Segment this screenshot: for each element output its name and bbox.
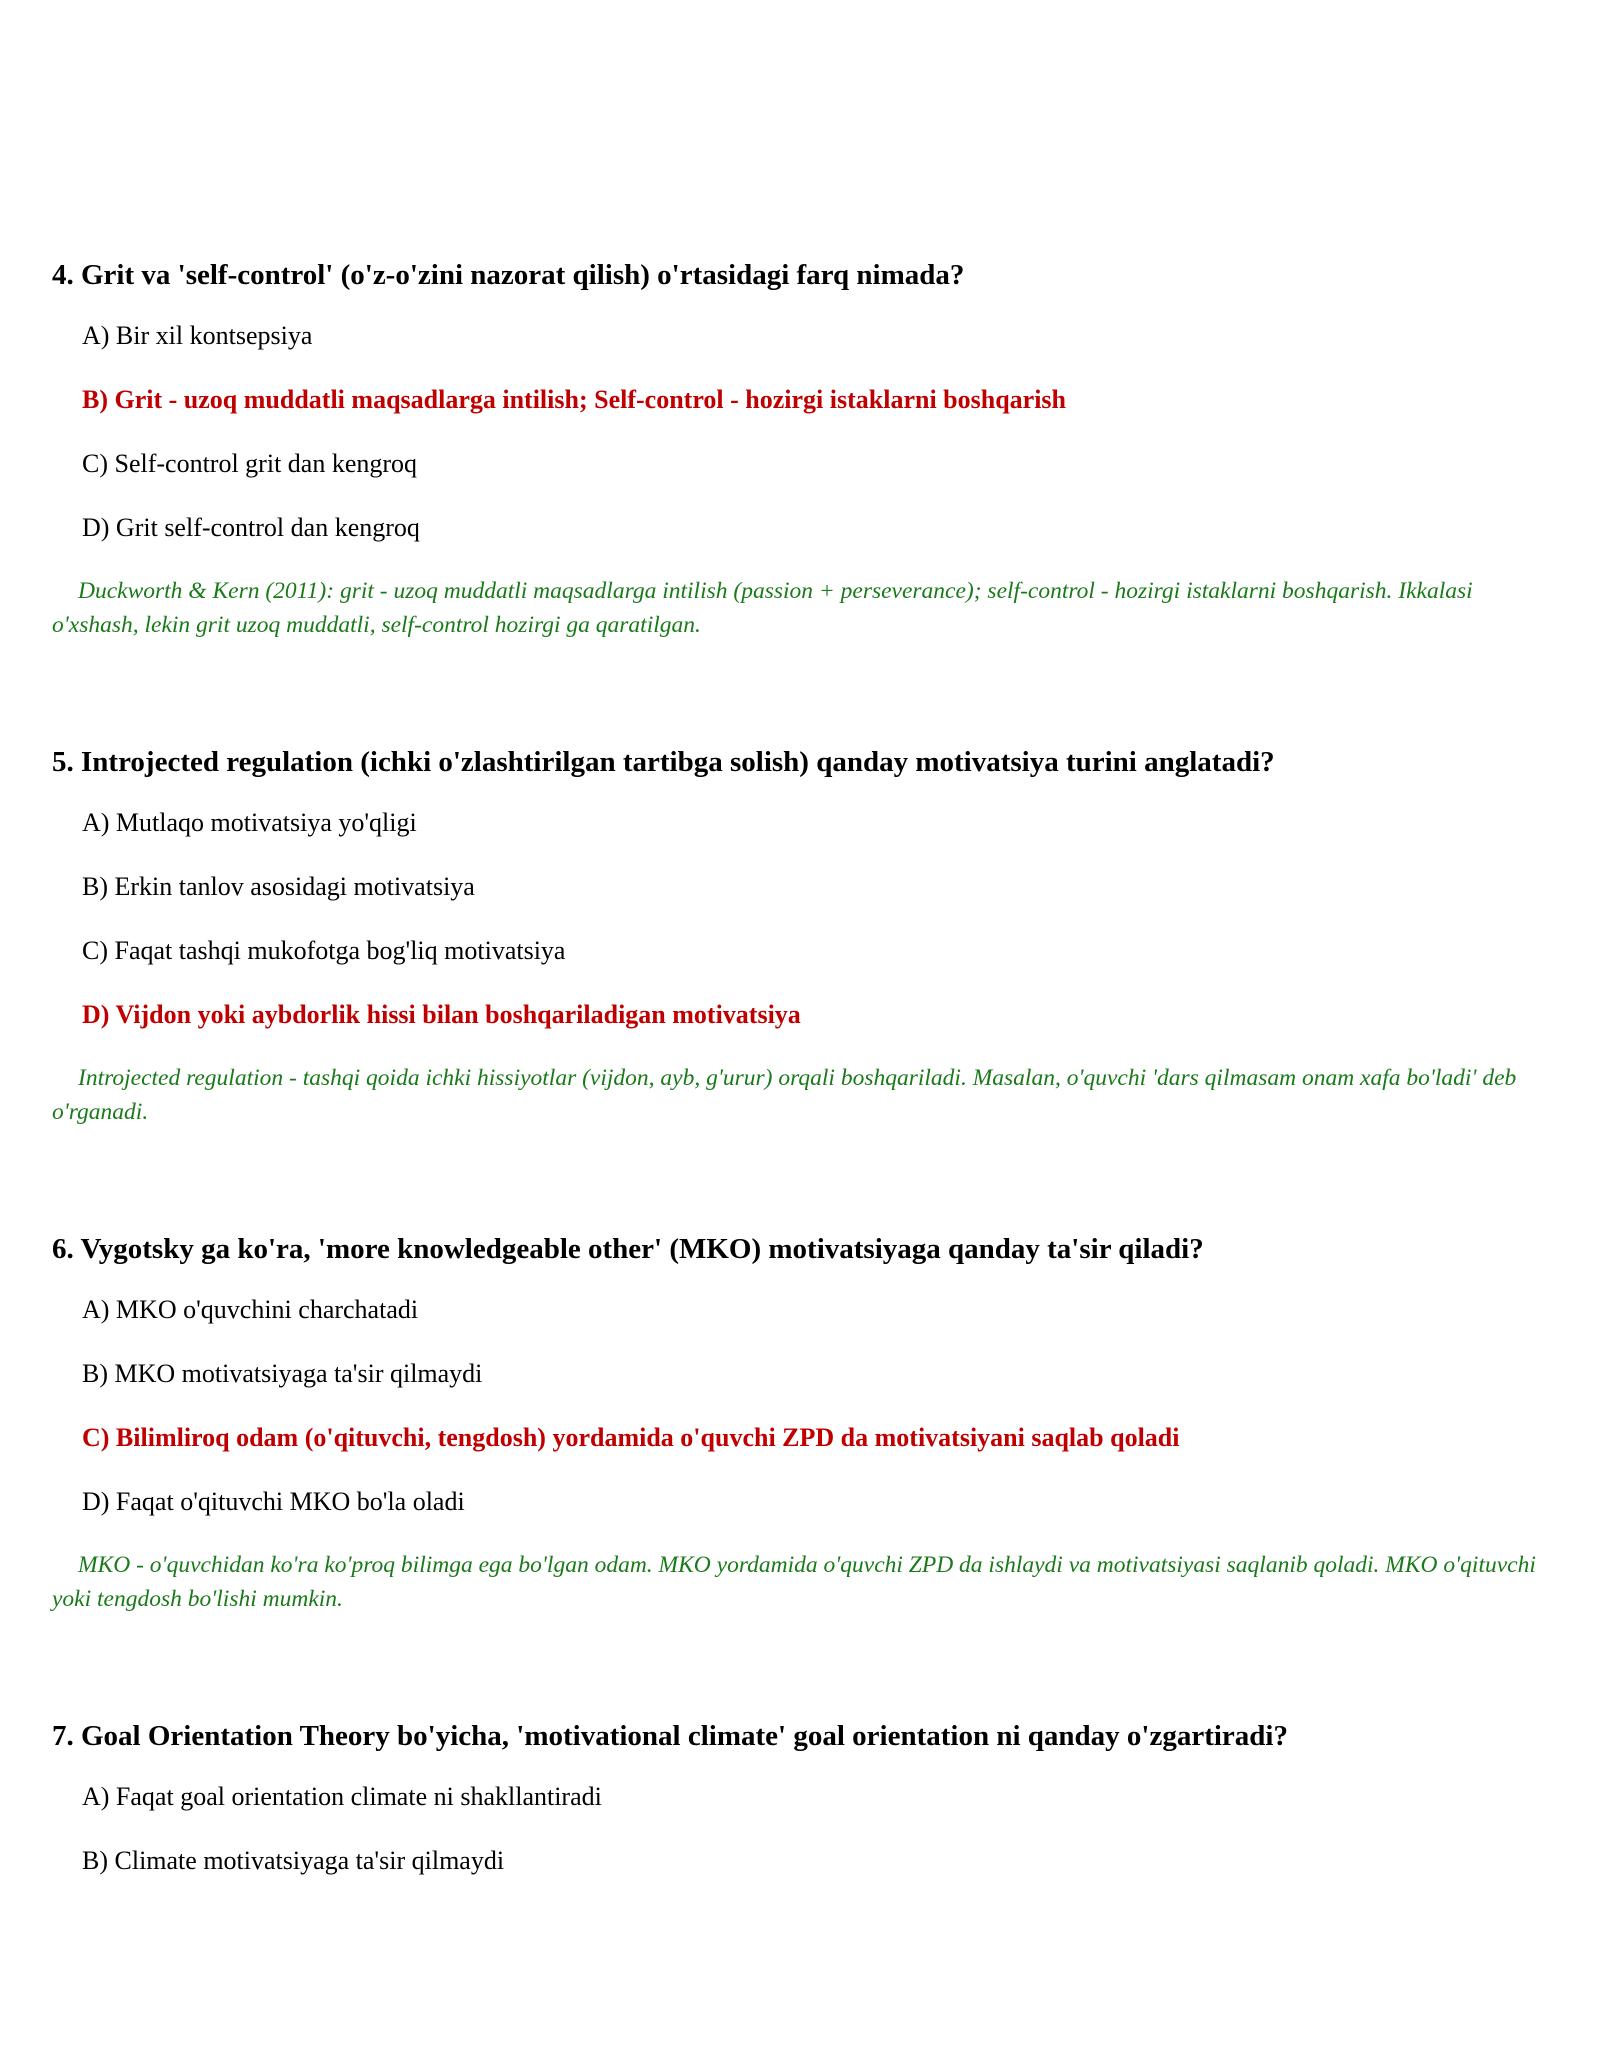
question-title: 5. Introjected regulation (ichki o'zlashtirilgan tartibga solish) qanday motivatsiya turini anglatadi? (52, 746, 1275, 778)
option-d-correct: D) Vijdon yoki aybdorlik hissi bilan boshqariladigan motivatsiya (82, 1000, 801, 1029)
question-7 (52, 1719, 1552, 1875)
option-b-correct: B) Grit - uzoq muddatli maqsadlarga intilish; Self-control - hozirgi istaklarni boshqarish (82, 385, 1067, 414)
option-a: A) MKO o'quvchini charchatadi (82, 1295, 419, 1324)
option-b: B) MKO motivatsiyaga ta'sir qilmaydi (82, 1359, 483, 1388)
option-c: C) Faqat tashqi mukofotga bog'liq motivatsiya (82, 936, 566, 965)
option-c-correct: C) Bilimliroq odam (o'qituvchi, tengdosh) yordamida o'quvchi ZPD da motivatsiyani saqlab qoladi (82, 1423, 1180, 1452)
option-a: A) Faqat goal orientation climate ni shakllantiradi (82, 1782, 602, 1811)
explanation: MKO - o'quvchidan ko'ra ko'proq bilimga ega bo'lgan odam. MKO yordamida o'quvchi ZPD da ishlaydi va motivatsiyasi saqlanib qoladi. MKO o'qituvchi yoki tengdosh bo'lishi mumkin. (52, 1552, 1536, 1612)
explanation: Duckworth & Kern (2011): grit - uzoq muddatli maqsadlarga intilish (passion + perseverance); self-control - hozirgi istaklarni boshqarish. Ikkalasi o'xshash, lekin grit uzoq muddatli, self-control hozirgi ga qaratilgan. (52, 578, 1473, 638)
option-b: B) Erkin tanlov asosidagi motivatsiya (82, 872, 475, 901)
option-a: A) Mutlaqo motivatsiya yo'qligi (82, 808, 417, 837)
option-d: D) Faqat o'qituvchi MKO bo'la oladi (82, 1487, 465, 1516)
question-4 (52, 258, 1552, 638)
question-title: 7. Goal Orientation Theory bo'yicha, 'motivational climate' goal orientation ni qanday o'zgartiradi? (52, 1720, 1288, 1752)
question-6 (52, 1232, 1552, 1612)
option-a: A) Bir xil kontsepsiya (82, 321, 313, 350)
option-d: D) Grit self-control dan kengroq (82, 513, 420, 542)
option-c: C) Self-control grit dan kengroq (82, 449, 418, 478)
question-title: 6. Vygotsky ga ko'ra, 'more knowledgeable other' (MKO) motivatsiyaga qanday ta'sir qiladi? (52, 1233, 1204, 1265)
option-b: B) Climate motivatsiyaga ta'sir qilmaydi (82, 1846, 505, 1875)
question-title: 4. Grit va 'self-control' (o'z-o'zini nazorat qilish) o'rtasidagi farq nimada? (52, 259, 965, 291)
explanation: Introjected regulation - tashqi qoida ichki hissiyotlar (vijdon, ayb, g'urur) orqali boshqariladi. Masalan, o'quvchi 'dars qilmasam onam xafa bo'ladi' deb o'rganadi. (52, 1065, 1517, 1125)
question-5 (52, 745, 1552, 1125)
